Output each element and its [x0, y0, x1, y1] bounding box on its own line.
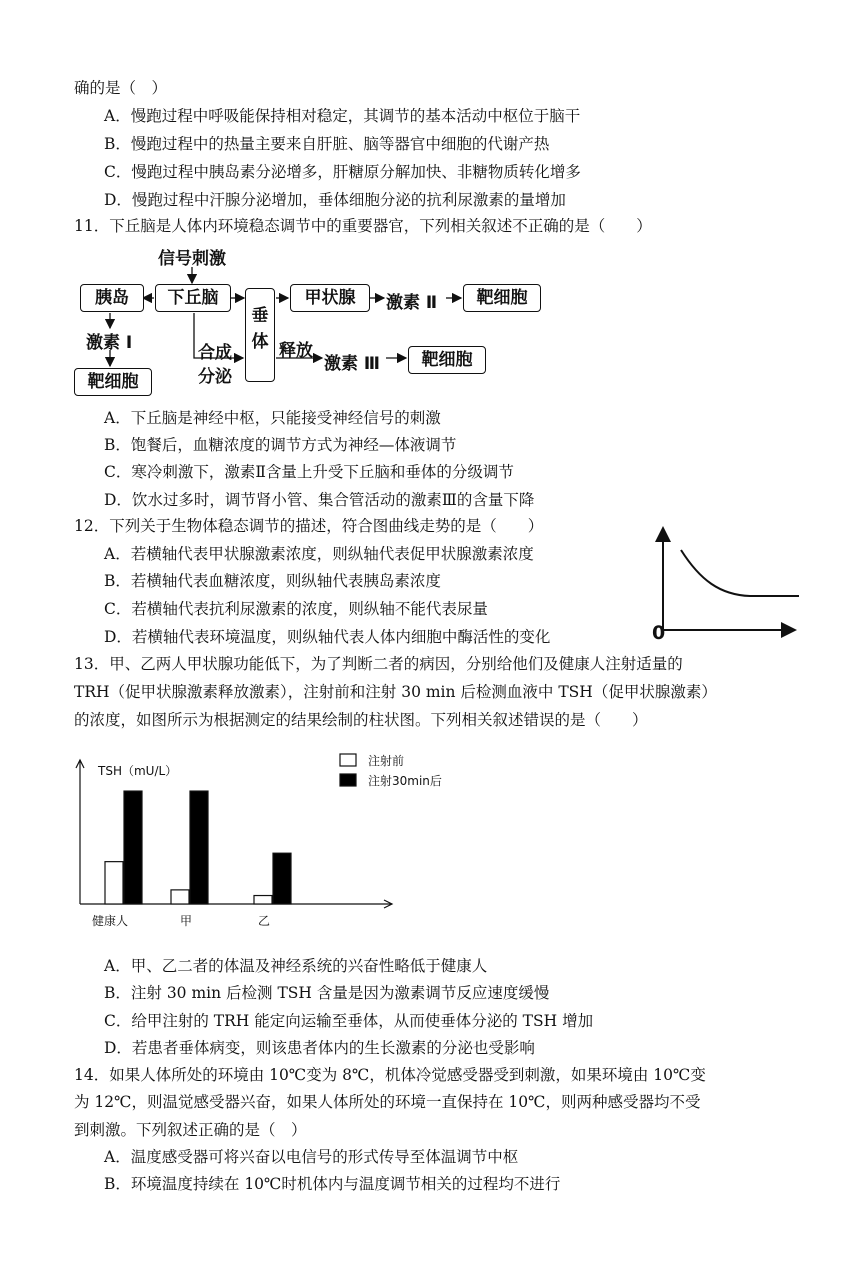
hypothalamus-box: 下丘脑 — [155, 284, 231, 312]
option-a: A．温度感受器可将兴奋以电信号的形式传导至体温调节中枢 — [104, 1148, 519, 1166]
category-label: 健康人 — [92, 914, 129, 928]
category-label: 乙 — [258, 914, 271, 928]
option-d: D．若患者垂体病变，则该患者体内的生长激素的分泌也受影响 — [104, 1039, 535, 1057]
hormone-3-label: 激素 Ⅲ — [324, 354, 380, 374]
legend-label-after: 注射30min后 — [368, 774, 442, 788]
legend-label-before: 注射前 — [368, 754, 405, 768]
signal-label: 信号刺激 — [158, 249, 226, 269]
text-line: 确的是（ ） — [74, 79, 168, 97]
thyroid-box: 甲状腺 — [290, 284, 370, 312]
option-b: B．若横轴代表血糖浓度，则纵轴代表胰岛素浓度 — [104, 572, 441, 590]
bar-after-injection — [190, 791, 208, 904]
question-13-cont: TRH（促甲状腺激素释放激素），注射前和注射 30 min 后检测血液中 TSH（促甲状腺激素） — [74, 683, 717, 701]
y-axis-label: TSH（mU/L） — [98, 764, 178, 778]
option-c: C．给甲注射的 TRH 能定向运输至垂体，从而使垂体分泌的 TSH 增加 — [104, 1012, 594, 1030]
target-cell-box: 靶细胞 — [74, 368, 152, 396]
option-c: C．寒冷刺激下，激素Ⅱ含量上升受下丘脑和垂体的分级调节 — [104, 463, 514, 481]
option-b: B．饱餐后，血糖浓度的调节方式为神经—体液调节 — [104, 436, 457, 454]
option-a: A．慢跑过程中呼吸能保持相对稳定，其调节的基本活动中枢位于脑干 — [104, 107, 581, 125]
question-11: 11．下丘脑是人体内环境稳态调节中的重要器官，下列相关叙述不正确的是（ ） — [74, 217, 652, 235]
bar-before-injection — [254, 896, 272, 904]
target-cell-box: 靶细胞 — [463, 284, 541, 312]
bar-after-injection — [124, 791, 142, 904]
secrete-label: 分泌 — [198, 367, 232, 387]
bar-before-injection — [105, 862, 123, 904]
option-b: B．注射 30 min 后检测 TSH 含量是因为激素调节反应速度缓慢 — [104, 984, 550, 1002]
hormone-1-label: 激素 Ⅰ — [86, 333, 133, 353]
option-d: D．饮水过多时，调节肾小管、集合管活动的激素Ⅲ的含量下降 — [104, 491, 535, 509]
synth-label: 合成 — [198, 343, 232, 363]
bar-before-injection — [171, 890, 189, 904]
option-b: B．慢跑过程中的热量主要来自肝脏、脑等器官中细胞的代谢产热 — [104, 135, 550, 153]
question-13-cont: 的浓度，如图所示为根据测定的结果绘制的柱状图。下列相关叙述错误的是（ ） — [74, 711, 648, 729]
question-14-cont: 为 12℃，则温觉感受器兴奋，如果人体所处的环境一直保持在 10℃，则两种感受器均不受 — [74, 1093, 701, 1111]
origin-label: 0 — [652, 622, 666, 644]
option-d: D．若横轴代表环境温度，则纵轴代表人体内细胞中酶活性的变化 — [104, 628, 551, 646]
question-13: 13．甲、乙两人甲状腺功能低下，为了判断二者的病因，分别给他们及健康人注射适量的 — [74, 655, 683, 673]
option-a: A．下丘脑是神经中枢，只能接受神经信号的刺激 — [104, 409, 441, 427]
option-b: B．环境温度持续在 10℃时机体内与温度调节相关的过程均不进行 — [104, 1175, 561, 1193]
bar-after-injection — [273, 853, 291, 904]
option-a: A．若横轴代表甲状腺激素浓度，则纵轴代表促甲状腺激素浓度 — [104, 545, 534, 563]
legend-swatch-after — [340, 774, 356, 786]
option-c: C．慢跑过程中胰岛素分泌增多，肝糖原分解加快、非糖物质转化增多 — [104, 163, 581, 181]
category-label: 甲 — [180, 914, 193, 928]
pituitary-label: 垂体 — [251, 306, 269, 352]
question-14-cont: 到刺激。下列叙述正确的是（ ） — [74, 1121, 307, 1139]
option-c: C．若横轴代表抗利尿激素的浓度，则纵轴不能代表尿量 — [104, 600, 488, 618]
release-label: 释放 — [279, 341, 313, 361]
legend-swatch-before — [340, 754, 356, 766]
question-14: 14．如果人体所处的环境由 10℃变为 8℃，机体冷觉感受器受到刺激，如果环境由 10℃变 — [74, 1066, 706, 1084]
option-a: A．甲、乙二者的体温及神经系统的兴奋性略低于健康人 — [104, 957, 488, 975]
target-cell-box: 靶细胞 — [408, 346, 486, 374]
question-12: 12．下列关于生物体稳态调节的描述，符合图曲线走势的是（ ） — [74, 517, 544, 535]
islet-box: 胰岛 — [80, 284, 144, 312]
option-d: D．慢跑过程中汗腺分泌增加，垂体细胞分泌的抗利尿激素的量增加 — [104, 191, 566, 209]
hormone-2-label: 激素 Ⅱ — [386, 293, 438, 313]
